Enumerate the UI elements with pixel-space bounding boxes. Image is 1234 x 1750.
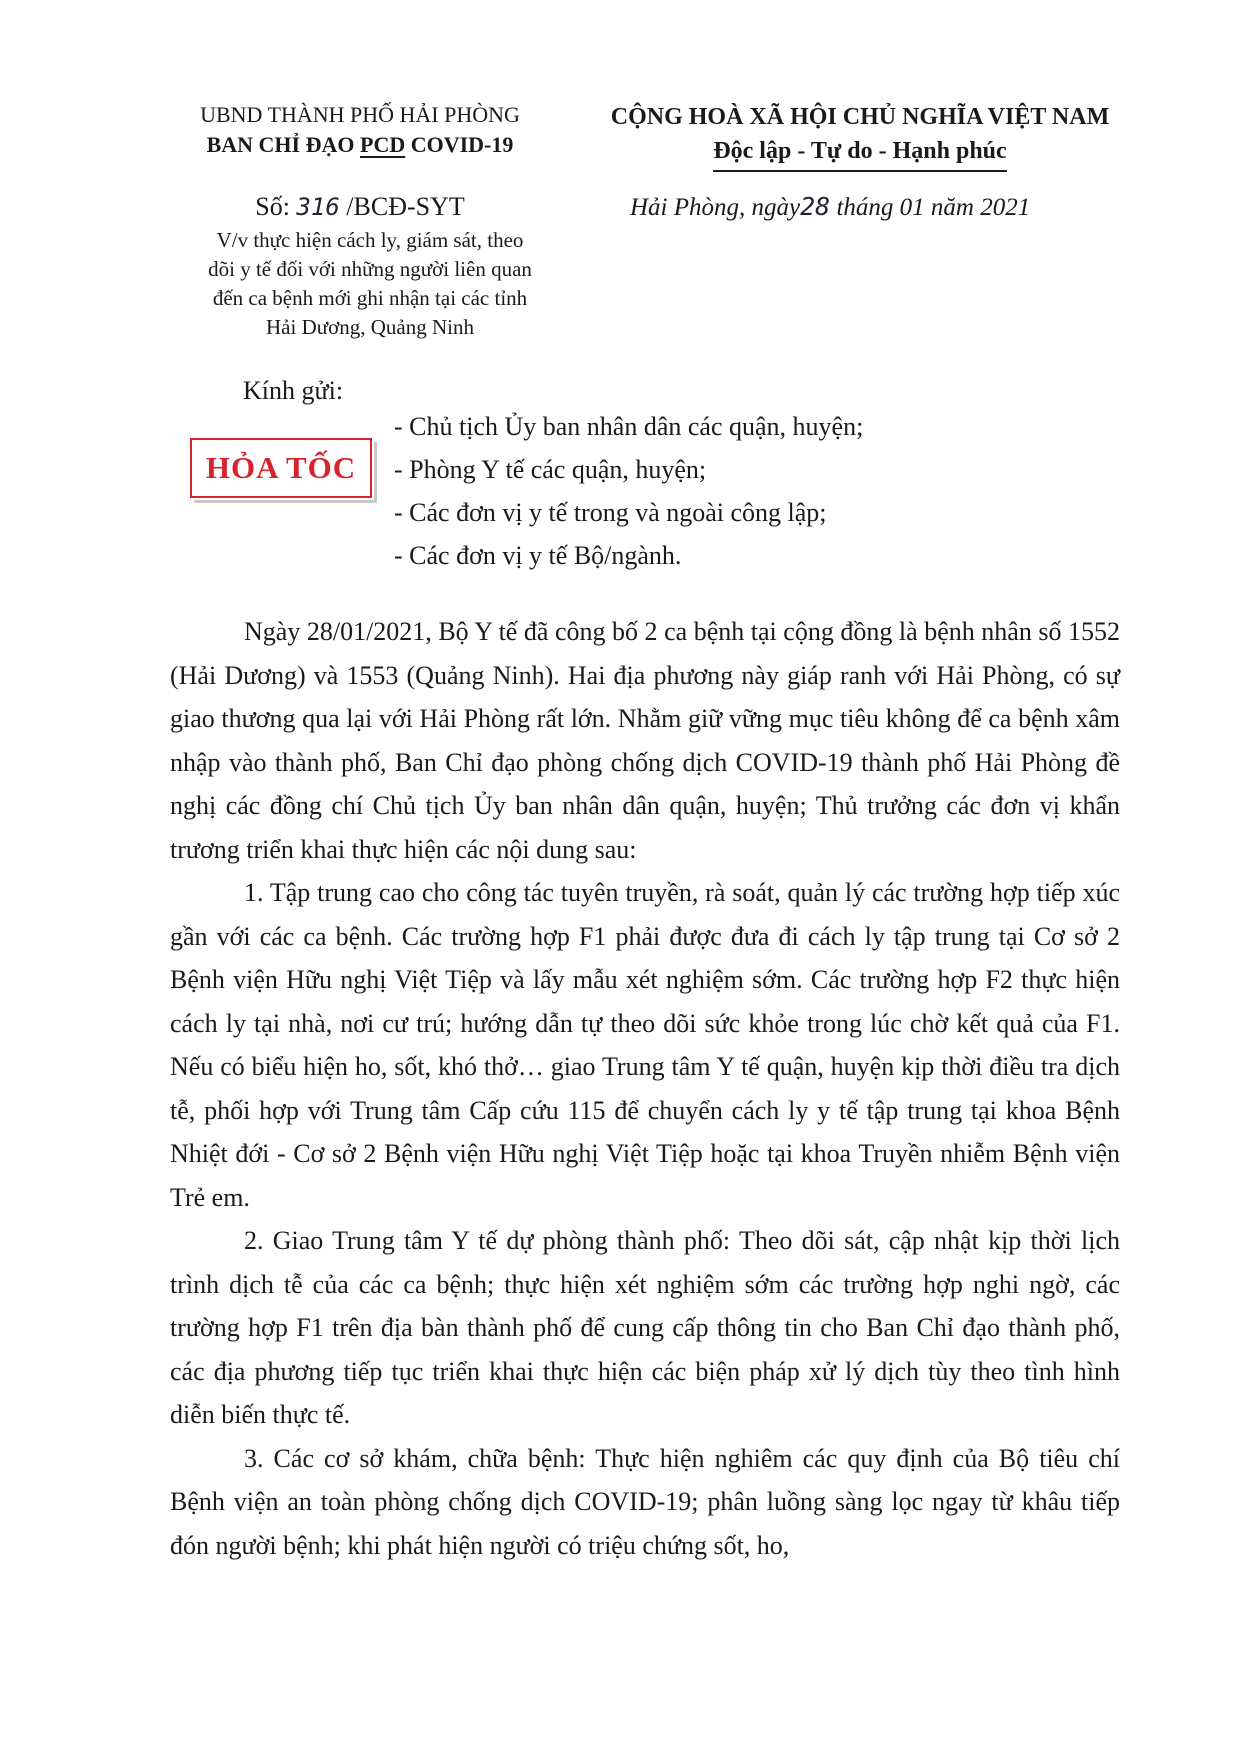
organization-name bbox=[160, 130, 560, 160]
body-paragraph-item-2: 2. Giao Trung tâm Y tế dự phòng thành phố: Theo dõi sát, cập nhật kịp thời lịch trình dịch tễ của các ca bệnh; thực hiện xét nghiệm sớm các trường hợp nghi ngờ, các trường hợp F1 trên địa bàn thành phố để cung cấp thông tin cho Ban Chỉ đạo thành phố, các địa phương tiếp tục triển khai thực hiện các biện pháp xử lý dịch tùy theo tình hình diễn biến thực tế. bbox=[170, 1226, 1120, 1429]
addressee-label: Kính gửi: bbox=[243, 376, 344, 405]
organization-name-part1: BAN CHỈ ĐẠO bbox=[206, 132, 355, 157]
place-and-date bbox=[630, 192, 1150, 222]
subject-line: Hải Dương, Quảng Ninh bbox=[266, 315, 474, 339]
authority-name: UBND THÀNH PHỐ HẢI PHÒNG bbox=[200, 102, 520, 127]
document-subject bbox=[180, 226, 560, 342]
date-suffix: tháng 01 năm 2021 bbox=[836, 194, 1031, 221]
subject-line: đến ca bệnh mới ghi nhận tại các tỉnh bbox=[212, 286, 528, 310]
national-heading-block bbox=[590, 100, 1130, 172]
organization-name-part3: COVID-19 bbox=[410, 132, 514, 157]
national-motto: Độc lập - Tự do - Hạnh phúc bbox=[713, 134, 1006, 172]
document-number-suffix: /BCĐ-SYT bbox=[346, 192, 465, 221]
recipient-item: - Các đơn vị y tế trong và ngoài công lập; bbox=[394, 498, 827, 527]
subject-line: dõi y tế đối với những người liên quan bbox=[208, 257, 532, 281]
document-number bbox=[160, 192, 560, 222]
body-paragraph-item-1: 1. Tập trung cao cho công tác tuyên truyền, rà soát, quản lý các trường hợp tiếp xúc gần với các ca bệnh. Các trường hợp F1 phải được đưa đi cách ly tập trung tại Cơ sở 2 Bệnh viện Hữu nghị Việt Tiệp và lấy mẫu xét nghiệm sớm. Các trường hợp F2 thực hiện cách ly tại nhà, nơi cư trú; hướng dẫn tự theo dõi sức khỏe trong lúc chờ kết quả của F1. Nếu có biểu hiện ho, sốt, khó thở… giao Trung tâm Y tế quận, huyện kịp thời điều tra dịch tễ, phối hợp với Trung tâm Cấp cứu 115 để chuyển cách ly y tế tập trung tại khoa Bệnh Nhiệt đới - Cơ sở 2 Bệnh viện Hữu nghị Việt Tiệp hoặc tại khoa Truyền nhiễm Bệnh viện Trẻ em. bbox=[170, 878, 1120, 1212]
recipient-item: - Các đơn vị y tế Bộ/ngành. bbox=[394, 541, 682, 570]
body-paragraph-intro: Ngày 28/01/2021, Bộ Y tế đã công bố 2 ca bệnh tại cộng đồng là bệnh nhân số 1552 (Hải Dương) và 1553 (Quảng Ninh). Hai địa phương này giáp ranh với Hải Phòng, có sự giao thương qua lại với Hải Phòng rất lớn. Nhằm giữ vững mục tiêu không để ca bệnh xâm nhập vào thành phố, Ban Chỉ đạo phòng chống dịch COVID-19 thành phố Hải Phòng đề nghị các đồng chí Chủ tịch Ủy ban nhân dân quận, huyện; Thủ trưởng các đơn vị khẩn trương triển khai thực hiện các nội dung sau: bbox=[170, 617, 1120, 864]
document-number-handwritten: 316 bbox=[296, 193, 340, 221]
date-prefix: Hải Phòng, ngày bbox=[630, 194, 801, 221]
document-body bbox=[170, 610, 1120, 1567]
subject-line: V/v thực hiện cách ly, giám sát, theo bbox=[216, 228, 524, 252]
issuing-authority-block bbox=[160, 100, 560, 160]
nation-name: CỘNG HOÀ XÃ HỘI CHỦ NGHĨA VIỆT NAM bbox=[610, 104, 1110, 130]
organization-name-part2: PCD bbox=[360, 132, 406, 157]
recipient-list bbox=[394, 405, 863, 577]
urgent-stamp: HỎA TỐC bbox=[190, 438, 372, 498]
recipient-item: - Chủ tịch Ủy ban nhân dân các quận, huyện; bbox=[394, 412, 864, 441]
document-number-prefix: Số: bbox=[255, 192, 290, 221]
recipient-item: - Phòng Y tế các quận, huyện; bbox=[394, 455, 707, 484]
body-paragraph-item-3: 3. Các cơ sở khám, chữa bệnh: Thực hiện nghiêm các quy định của Bộ tiêu chí Bệnh viện an toàn phòng chống dịch COVID-19; phân luồng sàng lọc ngay từ khâu tiếp đón người bệnh; khi phát hiện người có triệu chứng sốt, ho, bbox=[170, 1443, 1120, 1560]
date-day-handwritten: 28 bbox=[800, 192, 831, 221]
